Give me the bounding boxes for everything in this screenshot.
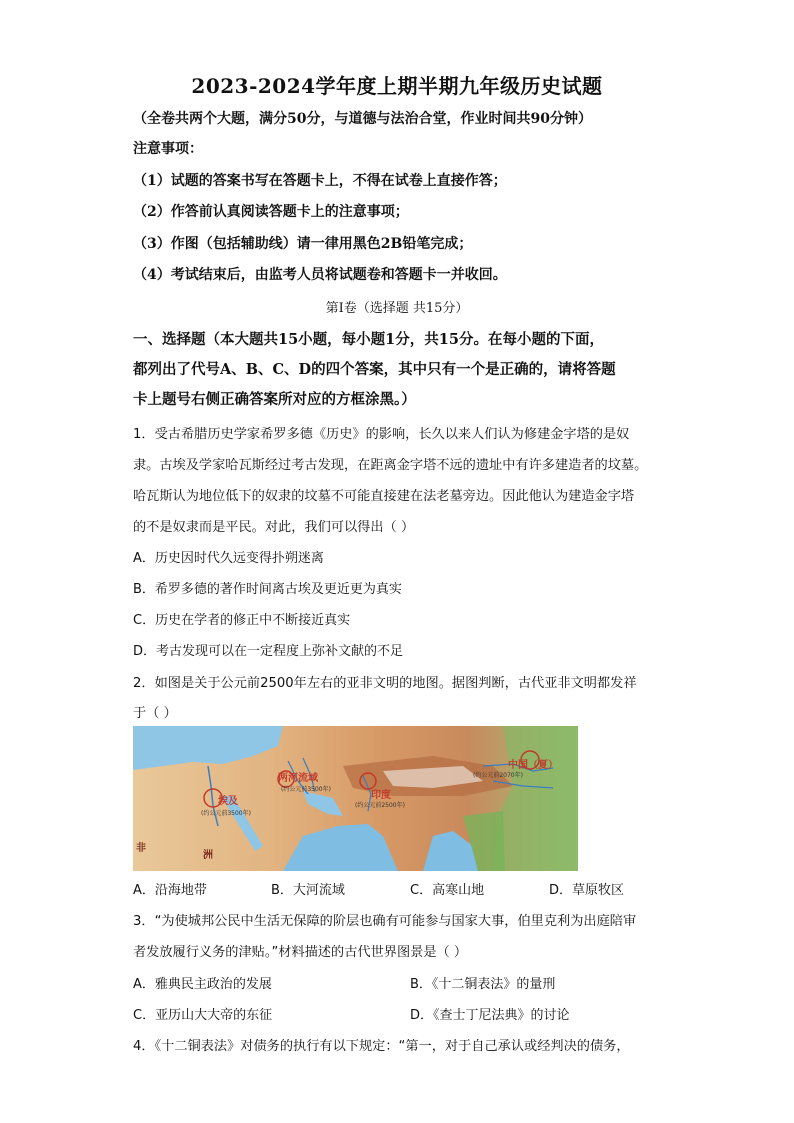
q1-option-c: C．历史在学者的修正中不断接近真实 bbox=[133, 613, 351, 628]
q2-option-a: A．沿海地带 bbox=[133, 883, 207, 898]
map-label-egypt: 埃及 bbox=[218, 796, 238, 807]
map-label-india: 印度 bbox=[371, 790, 391, 801]
q2-stem-line-1: 2．如图是关于公元前2500年左右的亚非文明的地图。据图判断，古代亚非文明都发祥 bbox=[133, 676, 637, 691]
note-4: （4）考试结束后，由监考人员将试题卷和答题卡一并收回。 bbox=[133, 267, 507, 283]
q1-option-a: A．历史因时代久远变得扑朔迷离 bbox=[133, 551, 324, 566]
q1-stem-line-1: 1．受古希腊历史学家希罗多德《历史》的影响，长久以来人们认为修建金字塔的是奴 bbox=[133, 427, 630, 442]
note-2: （2）作答前认真阅读答题卡上的注意事项； bbox=[133, 204, 409, 220]
q3-option-c: C．亚历山大大帝的东征 bbox=[133, 1008, 273, 1023]
q1-option-d: D．考古发现可以在一定程度上弥补文献的不足 bbox=[133, 644, 404, 659]
q2-stem-line-2: 于（ ） bbox=[133, 706, 177, 721]
q2-option-c: C．高寒山地 bbox=[410, 883, 485, 898]
q3-stem-line-1: 3．“为使城邦公民中生活无保障的阶层也确有可能参与国家大事，伯里克利为出庭陪审 bbox=[133, 914, 637, 929]
section-title: 第Ⅰ卷（选择题 共15分） bbox=[325, 301, 469, 316]
notes-label: 注意事项： bbox=[133, 141, 203, 157]
map-date-china: (约公元前2070年) bbox=[473, 772, 523, 779]
exam-subtitle: （全卷共两个大题，满分50分，与道德与法治合堂，作业时间共90分钟） bbox=[133, 111, 592, 127]
q2-option-b: B．大河流域 bbox=[271, 883, 345, 898]
q3-stem-line-2: 者发放履行义务的津贴。”材料描述的古代世界图景是（ ） bbox=[133, 945, 468, 960]
section-instruction-3: 卡上题号右侧正确答案所对应的方框涂黑。） bbox=[133, 391, 416, 408]
q1-stem-line-4: 的不是奴隶而是平民。对此，我们可以得出（ ） bbox=[133, 520, 415, 535]
q1-stem-line-3: 哈瓦斯认为地位低下的奴隶的坟墓不可能直接建在法老墓旁边。因此他认为建造金字塔 bbox=[133, 489, 635, 504]
map-label-africa-1: 非 bbox=[136, 843, 146, 854]
map-date-mesopotamia: (约公元前3500年) bbox=[281, 786, 331, 793]
map-label-china: 中国（夏） bbox=[508, 760, 558, 771]
map-date-india: (约公元前2500年) bbox=[355, 802, 405, 809]
section-instruction-2: 都列出了代号A、B、C、D的四个答案，其中只有一个是正确的，请将答题 bbox=[133, 361, 616, 378]
exam-title: 2023-2024学年度上期半期九年级历史试题 bbox=[191, 74, 603, 98]
ancient-civilizations-map bbox=[133, 726, 578, 871]
q3-option-b: B．《十二铜表法》的量刑 bbox=[410, 977, 556, 992]
q3-option-a: A．雅典民主政治的发展 bbox=[133, 977, 272, 992]
map-date-egypt: (约公元前3500年) bbox=[201, 810, 251, 817]
q2-option-d: D．草原牧区 bbox=[549, 883, 625, 898]
map-label-mesopotamia: 两河流域 bbox=[278, 773, 318, 784]
q3-option-d: D．《查士丁尼法典》的讨论 bbox=[410, 1008, 570, 1023]
map-label-africa-2: 洲 bbox=[203, 850, 213, 861]
q1-option-b: B．希罗多德的著作时间离古埃及更近更为真实 bbox=[133, 582, 402, 597]
q4-stem-line-1: 4．《十二铜表法》对债务的执行有以下规定：“第一，对于自己承认或经判决的债务， bbox=[133, 1039, 630, 1054]
note-3: （3）作图（包括辅助线）请一律用黑色2B铅笔完成； bbox=[133, 236, 473, 252]
map-illustration bbox=[133, 726, 578, 871]
section-instruction-1: 一、选择题（本大题共15小题，每小题1分，共15分。在每小题的下面， bbox=[133, 331, 604, 348]
note-1: （1）试题的答案书写在答题卡上，不得在试卷上直接作答； bbox=[133, 173, 507, 189]
q1-stem-line-2: 隶。古埃及学家哈瓦斯经过考古发现，在距离金字塔不远的遗址中有许多建造者的坟墓。 bbox=[133, 458, 648, 473]
